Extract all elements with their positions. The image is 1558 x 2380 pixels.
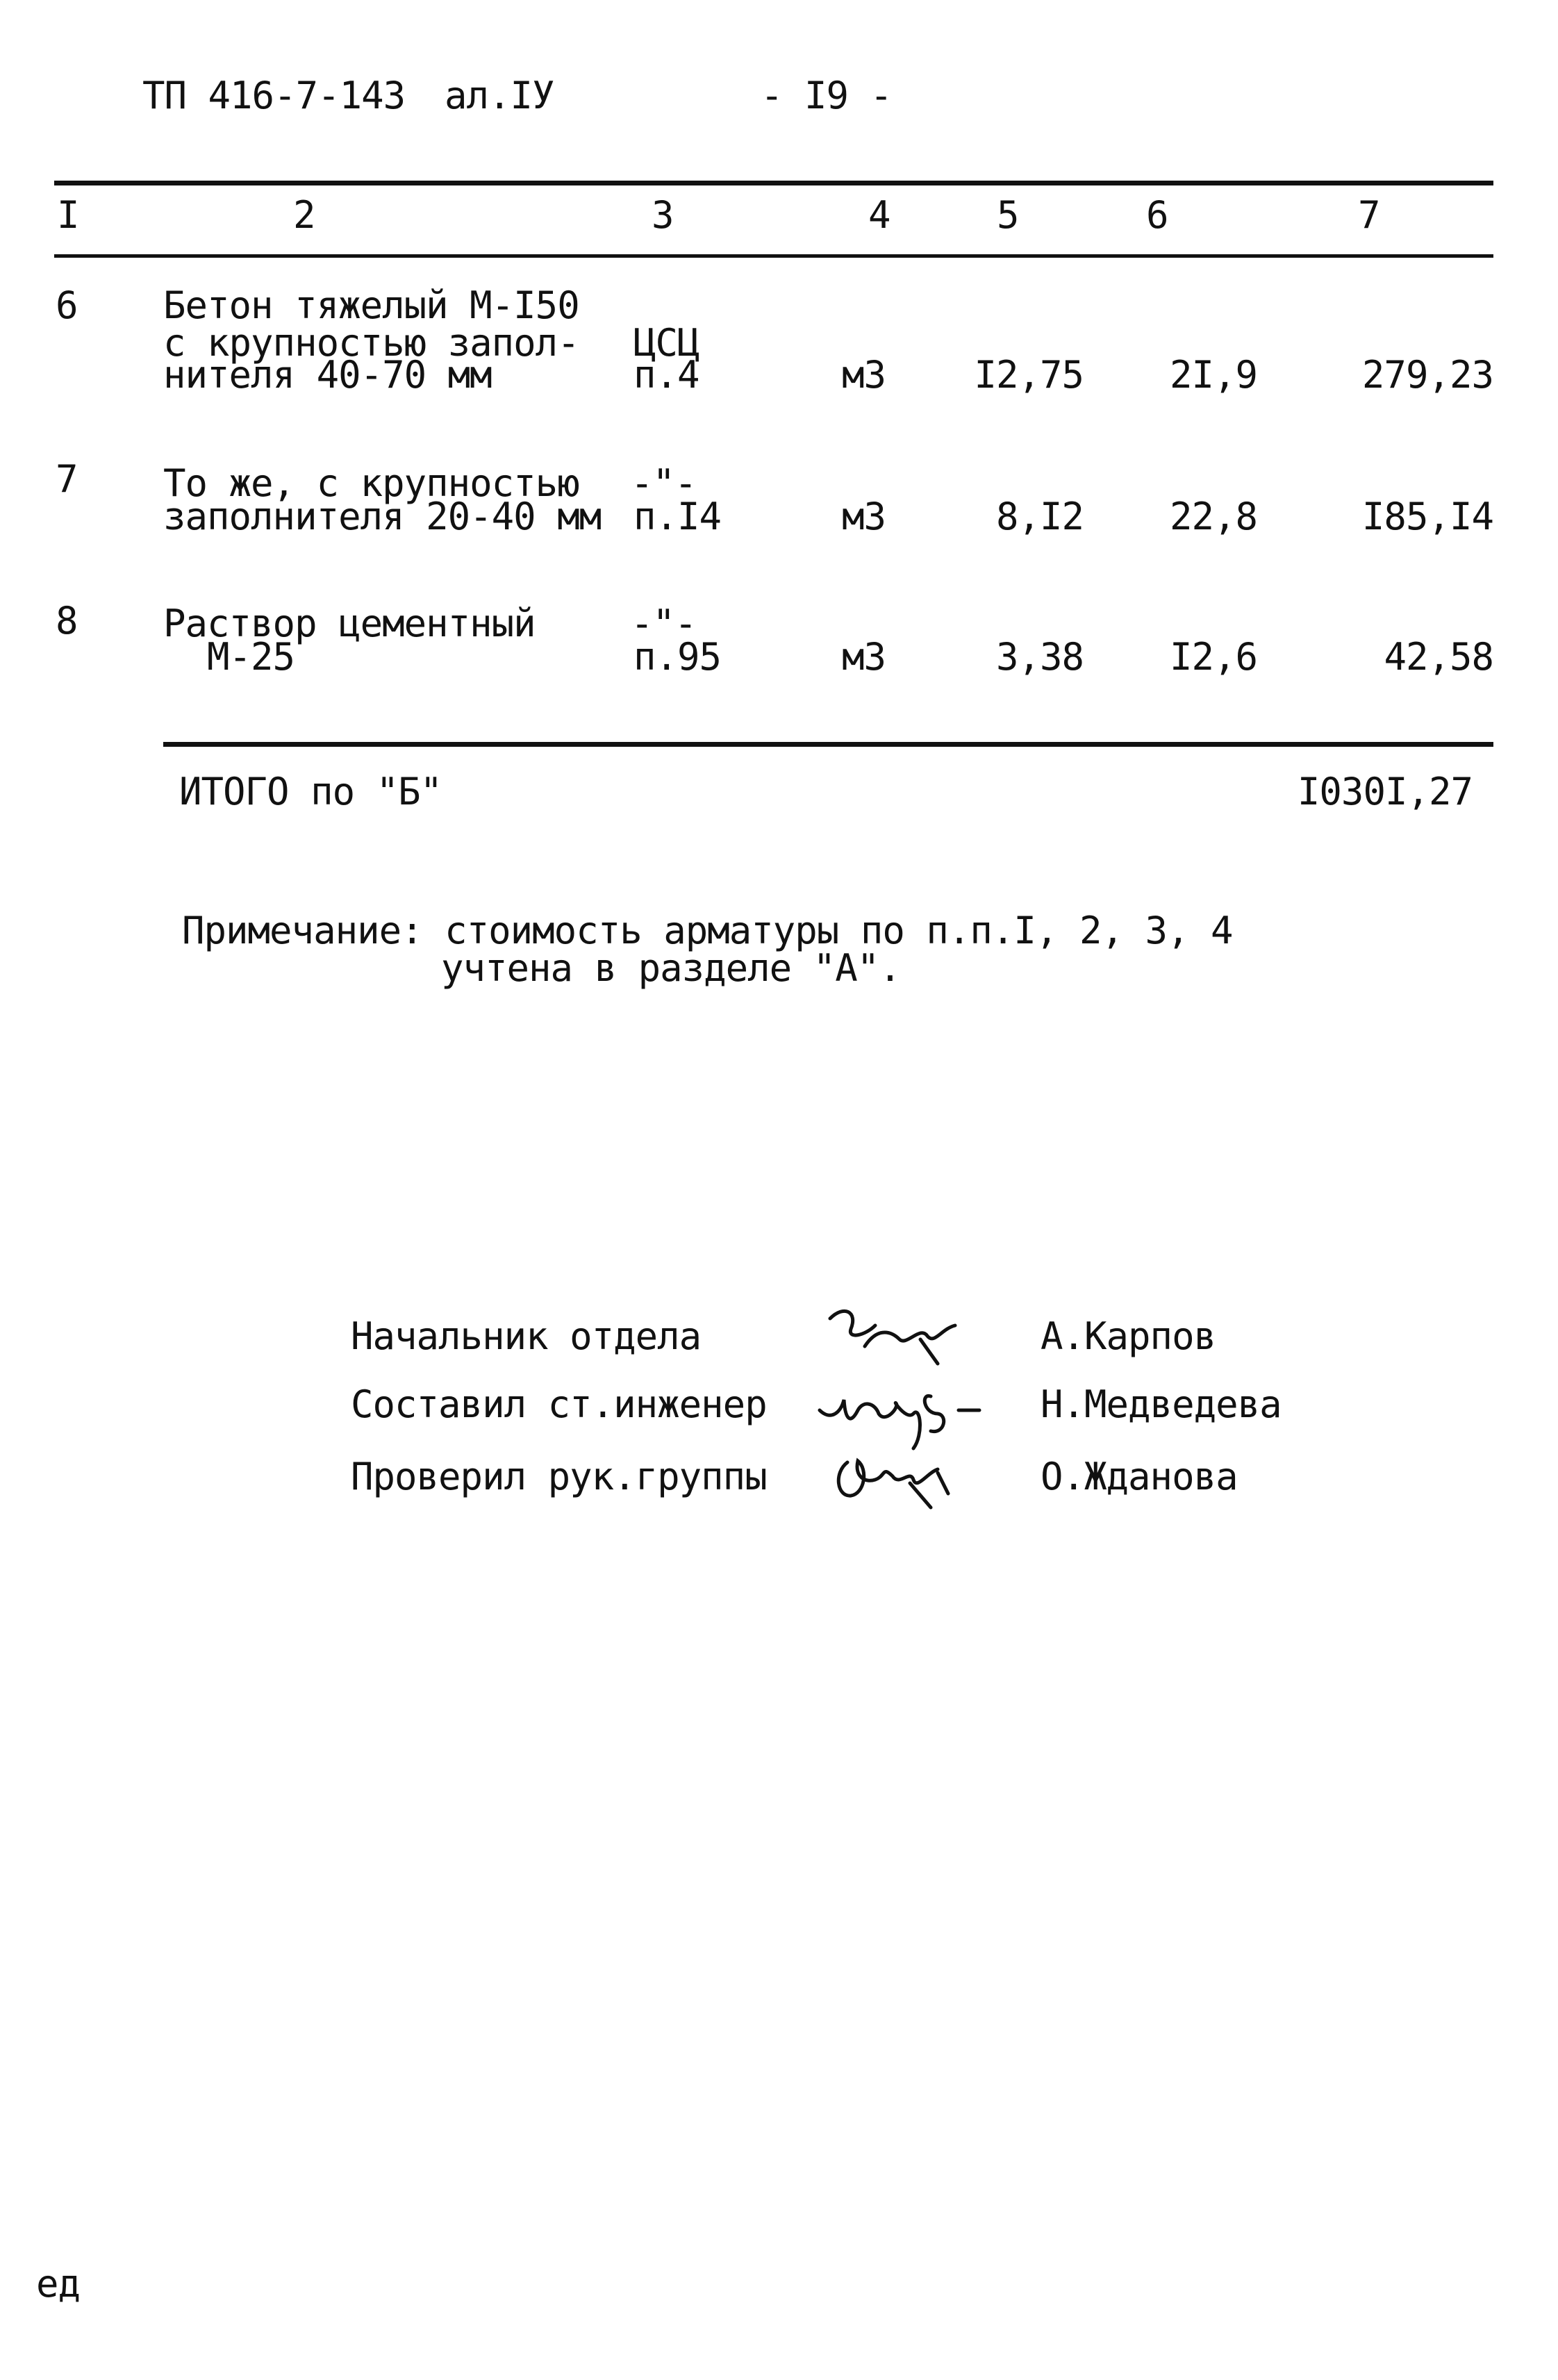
- item-quantity: I2,75: [974, 353, 1084, 397]
- item-source: п.4: [633, 353, 699, 397]
- row-number: 6: [56, 283, 78, 327]
- column-header: 2: [293, 193, 315, 237]
- column-header: 5: [997, 193, 1019, 237]
- table-header-rule: [54, 254, 1493, 258]
- total-label: ИТОГО по "Б": [179, 770, 442, 813]
- signer-role: Проверил рук.группы: [351, 1455, 767, 1498]
- item-name: М-25: [163, 635, 295, 679]
- item-source: п.I4: [633, 495, 722, 538]
- column-header: 6: [1146, 193, 1168, 237]
- table-top-rule: [54, 181, 1493, 185]
- handwritten-signature: [827, 1441, 966, 1518]
- column-header: 3: [652, 193, 674, 237]
- item-total: 42,58: [1384, 635, 1493, 679]
- item-unit: м3: [842, 635, 886, 679]
- item-name: нителя 40-70 мм: [163, 353, 492, 397]
- item-name: Раствор цементный: [163, 602, 536, 645]
- item-name: То же, с крупностью: [163, 461, 579, 505]
- item-source: -"-: [631, 461, 697, 505]
- row-number: 7: [56, 457, 78, 501]
- item-unit: м3: [842, 495, 886, 538]
- column-header: 7: [1358, 193, 1380, 237]
- note-line-2: учтена в разделе "А".: [441, 946, 901, 990]
- item-source: п.95: [633, 635, 722, 679]
- item-price: 22,8: [1169, 495, 1257, 538]
- item-price: I2,6: [1169, 635, 1257, 679]
- item-source: ЦСЦ: [633, 321, 699, 365]
- item-price: 2I,9: [1169, 353, 1257, 397]
- album-number: ал.IУ: [445, 74, 554, 117]
- document-code: ТП 416-7-143: [142, 74, 406, 117]
- table-bottom-rule: [163, 742, 1493, 747]
- item-total: I85,I4: [1361, 495, 1493, 538]
- handwritten-signature: [816, 1298, 990, 1374]
- signer-role: Составил ст.инженер: [351, 1382, 767, 1426]
- item-quantity: 3,38: [995, 635, 1084, 679]
- item-name: с крупностью запол-: [163, 321, 579, 365]
- footer-mark: ед: [36, 2262, 81, 2306]
- item-total: 279,23: [1361, 353, 1493, 397]
- item-name: заполнителя 20-40 мм: [163, 495, 602, 538]
- column-header: I: [57, 193, 79, 237]
- signer-name: Н.Медведева: [1041, 1382, 1282, 1426]
- note-line-1: Примечание: стоимость арматуры по п.п.I, 2, 3, 4: [182, 909, 1233, 952]
- item-unit: м3: [842, 353, 886, 397]
- item-name: Бетон тяжелый М-I50: [163, 283, 579, 327]
- page-number: - I9 -: [761, 74, 893, 117]
- column-header: 4: [868, 193, 890, 237]
- signer-role: Начальник отдела: [351, 1314, 702, 1358]
- total-value: I030I,27: [1297, 770, 1473, 813]
- item-quantity: 8,I2: [995, 495, 1084, 538]
- row-number: 8: [56, 599, 78, 643]
- item-source: -"-: [631, 602, 697, 645]
- signer-name: А.Карпов: [1041, 1314, 1216, 1358]
- signer-name: О.Жданова: [1041, 1455, 1238, 1498]
